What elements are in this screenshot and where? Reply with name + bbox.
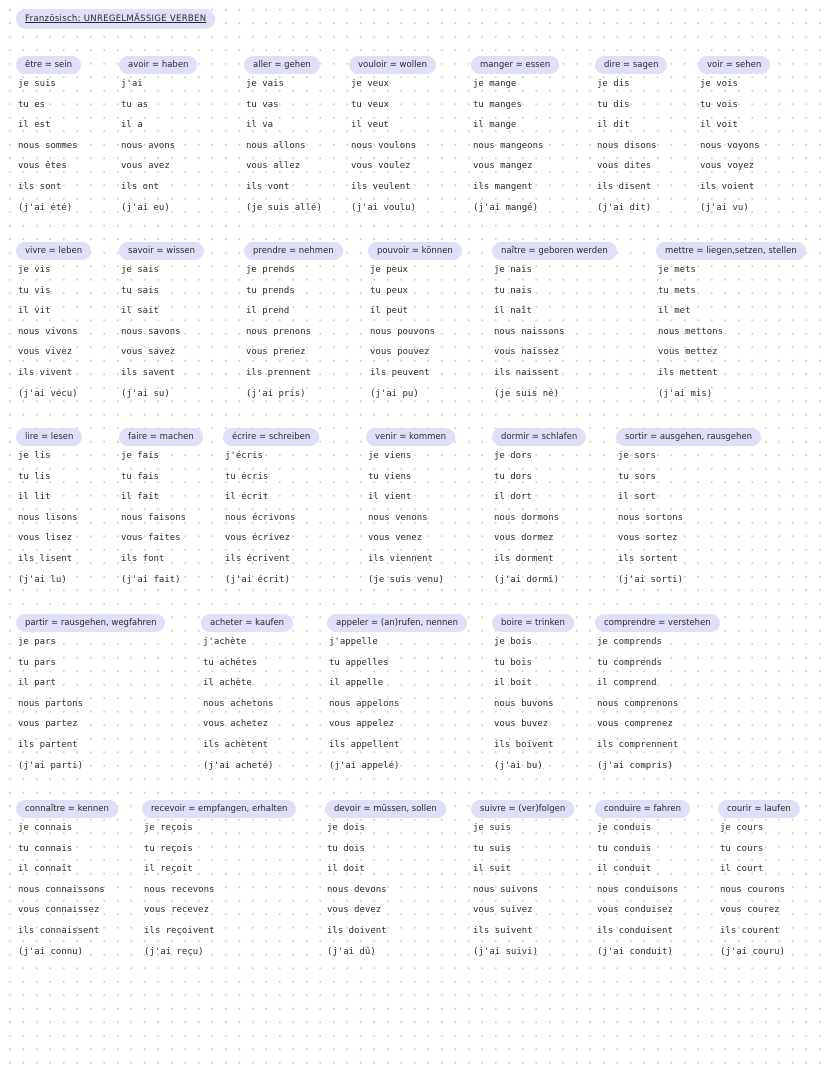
verb-block <box>246 238 343 404</box>
verb-header: manger = essen <box>471 56 559 74</box>
conjugation-form: vous buvez <box>494 719 549 730</box>
conjugation-form: ils ont <box>121 181 159 192</box>
conjugation-form: tu sors <box>618 471 656 482</box>
conjugation-form: nous lisons <box>18 512 78 523</box>
verb-block <box>18 424 82 590</box>
conjugation-form: nous devons <box>327 884 387 895</box>
verb-header: vouloir = wollen <box>349 56 436 74</box>
verb-block <box>18 796 118 962</box>
verb-header: venir = kommen <box>366 428 455 446</box>
conjugation-form: ils sortent <box>618 553 678 564</box>
verb-header: vivre = leben <box>16 242 91 260</box>
conjugation-form: il met <box>658 306 691 317</box>
conjugation-form: ils veulent <box>351 181 411 192</box>
verb-block <box>494 610 574 776</box>
conjugation-form: nous vivons <box>18 326 78 337</box>
conjugation-form: ils vivent <box>18 367 73 378</box>
conjugation-form: vous devez <box>327 905 382 916</box>
past-participle: (je suis né) <box>494 388 560 399</box>
verb-block <box>121 424 203 590</box>
past-participle: (j'ai voulu) <box>351 202 417 213</box>
conjugation-form: nous pouvons <box>370 326 436 337</box>
past-participle: (j'ai été) <box>18 202 73 213</box>
conjugation-form: tu cours <box>720 843 764 854</box>
conjugation-form: tu dis <box>597 99 630 110</box>
conjugation-form: vous pouvez <box>370 347 430 358</box>
verb-block <box>121 238 204 404</box>
conjugation-form: ils lisent <box>18 553 73 564</box>
conjugation-form: nous disons <box>597 140 657 151</box>
conjugation-form: nous sortons <box>618 512 684 523</box>
past-participle: (j'ai bu) <box>494 760 543 771</box>
conjugation-form: tu conduis <box>597 843 652 854</box>
verb-block <box>203 610 293 776</box>
conjugation-form: vous prenez <box>246 347 306 358</box>
verb-block <box>700 52 770 218</box>
past-participle: (j'ai vécu) <box>18 388 78 399</box>
past-participle: (j'ai dû) <box>327 946 376 957</box>
conjugation-form: ils connaissent <box>18 925 100 936</box>
conjugation-form: nous connaissons <box>18 884 105 895</box>
conjugation-form: tu achètes <box>203 657 258 668</box>
conjugation-form: nous mettons <box>658 326 724 337</box>
conjugation-form: il va <box>246 120 274 131</box>
conjugation-form: ils écrivent <box>225 553 291 564</box>
conjugation-form: il sort <box>618 492 656 503</box>
conjugation-form: ils naissent <box>494 367 560 378</box>
conjugation-form: nous faisons <box>121 512 187 523</box>
conjugation-form: il conduit <box>597 864 652 875</box>
verb-block <box>329 610 467 776</box>
conjugation-form: nous partons <box>18 698 84 709</box>
conjugation-form: tu suis <box>473 843 511 854</box>
conjugation-form: tu reçois <box>144 843 193 854</box>
conjugation-form: vous recevez <box>144 905 210 916</box>
conjugation-form: ils boivent <box>494 739 554 750</box>
conjugation-form: ils vont <box>246 181 290 192</box>
conjugation-form: il dit <box>597 120 630 131</box>
conjugation-form: il vient <box>368 492 412 503</box>
verb-header: prendre = nehmen <box>244 242 343 260</box>
conjugation-form: je dors <box>494 451 532 461</box>
conjugation-form: nous allons <box>246 140 306 151</box>
conjugation-form: ils mangent <box>473 181 533 192</box>
verb-header: partir = rausgehen, wegfahren <box>16 614 165 632</box>
conjugation-form: nous venons <box>368 512 428 523</box>
conjugation-form: il suit <box>473 864 511 875</box>
conjugation-form: tu comprends <box>597 657 663 668</box>
conjugation-form: ils doivent <box>327 925 387 936</box>
conjugation-form: tu dois <box>327 843 365 854</box>
conjugation-form: nous recevons <box>144 884 215 895</box>
verb-block <box>720 796 800 962</box>
conjugation-form: ils font <box>121 553 165 564</box>
conjugation-form: il vit <box>18 306 51 317</box>
conjugation-form: nous avons <box>121 140 176 151</box>
conjugation-form: ils comprennent <box>597 739 679 750</box>
conjugation-form: vous avez <box>121 161 170 172</box>
verb-block <box>597 796 690 962</box>
conjugation-form: je pars <box>18 637 56 647</box>
conjugation-form: il boit <box>494 678 532 689</box>
verb-block <box>494 238 617 404</box>
conjugation-form: je conduis <box>597 823 652 833</box>
past-participle: (j'ai lu) <box>18 574 67 585</box>
verb-block <box>144 796 296 962</box>
conjugation-form: je sors <box>618 451 656 461</box>
conjugation-form: nous appelons <box>329 698 400 709</box>
verb-header: dormir = schlafen <box>492 428 586 446</box>
conjugation-form: vous vivez <box>18 347 73 358</box>
conjugation-form: nous mangeons <box>473 140 544 151</box>
conjugation-form: vous allez <box>246 161 301 172</box>
conjugation-form: je cours <box>720 823 764 833</box>
conjugation-form: je mets <box>658 265 696 275</box>
conjugation-form: tu viens <box>368 471 412 482</box>
conjugation-form: il part <box>18 678 56 689</box>
verb-header: pouvoir = können <box>368 242 462 260</box>
conjugation-form: ils partent <box>18 739 78 750</box>
verb-block <box>473 52 559 218</box>
verb-block <box>327 796 446 962</box>
conjugation-form: je vis <box>18 265 51 275</box>
conjugation-form: vous savez <box>121 347 176 358</box>
conjugation-form: nous voyons <box>700 140 760 151</box>
conjugation-form: je vais <box>246 79 284 89</box>
conjugation-form: tu pars <box>18 657 56 668</box>
past-participle: (j'ai compris) <box>597 760 673 771</box>
conjugation-form: tu es <box>18 99 46 110</box>
conjugation-form: il doit <box>327 864 365 875</box>
conjugation-form: tu lis <box>18 471 51 482</box>
verb-block <box>597 610 720 776</box>
past-participle: (je suis allé) <box>246 202 322 213</box>
verb-block <box>246 52 322 218</box>
past-participle: (j'ai pris) <box>246 388 306 399</box>
past-participle: (j'ai acheté) <box>203 760 274 771</box>
past-participle: (je suis venu) <box>368 574 444 585</box>
conjugation-form: vous courez <box>720 905 780 916</box>
conjugation-form: nous sommes <box>18 140 78 151</box>
conjugation-form: tu vis <box>18 285 51 296</box>
conjugation-form: vous mangez <box>473 161 533 172</box>
conjugation-form: je lis <box>18 451 51 461</box>
conjugation-form: vous mettez <box>658 347 718 358</box>
conjugation-form: ils achètent <box>203 739 269 750</box>
conjugation-form: nous comprenons <box>597 698 679 709</box>
conjugation-form: vous appelez <box>329 719 395 730</box>
conjugation-form: vous voyez <box>700 161 755 172</box>
conjugation-form: vous faites <box>121 533 181 544</box>
conjugation-form: ils courent <box>720 925 780 936</box>
conjugation-form: je dis <box>597 79 630 89</box>
conjugation-form: je prends <box>246 265 295 275</box>
conjugation-form: ils peuvent <box>370 367 430 378</box>
verb-block <box>658 238 806 404</box>
verb-header: acheter = kaufen <box>201 614 293 632</box>
conjugation-form: nous prenons <box>246 326 312 337</box>
conjugation-form: nous voulons <box>351 140 417 151</box>
conjugation-form: il a <box>121 120 143 131</box>
conjugation-form: vous connaissez <box>18 905 100 916</box>
conjugation-form: vous naissez <box>494 347 560 358</box>
verb-block <box>351 52 436 218</box>
conjugation-form: nous dormons <box>494 512 560 523</box>
past-participle: (j'ai mis) <box>658 388 713 399</box>
conjugation-form: j'ai <box>121 79 143 89</box>
conjugation-form: je nais <box>494 265 532 275</box>
conjugation-form: vous suivez <box>473 905 533 916</box>
verb-header: être = sein <box>16 56 81 74</box>
verb-header: boire = trinken <box>492 614 574 632</box>
past-participle: (j'ai vu) <box>700 202 749 213</box>
conjugation-form: ils voient <box>700 181 755 192</box>
conjugation-form: tu mets <box>658 285 696 296</box>
verb-block <box>473 796 574 962</box>
verb-block <box>18 238 91 404</box>
conjugation-form: il veut <box>351 120 389 131</box>
conjugation-form: vous êtes <box>18 161 67 172</box>
conjugation-form: tu sais <box>121 285 159 296</box>
past-participle: (j'ai couru) <box>720 946 786 957</box>
conjugation-form: vous lisez <box>18 533 73 544</box>
verb-header: lire = lesen <box>16 428 82 446</box>
conjugation-form: tu écris <box>225 471 269 482</box>
past-participle: (j'ai appelé) <box>329 760 400 771</box>
conjugation-form: tu nais <box>494 285 532 296</box>
conjugation-form: tu prends <box>246 285 295 296</box>
verb-block <box>18 52 81 218</box>
conjugation-form: vous venez <box>368 533 423 544</box>
past-participle: (j'ai mangé) <box>473 202 539 213</box>
verb-header: recevoir = empfangen, erhalten <box>142 800 296 818</box>
conjugation-form: tu bois <box>494 657 532 668</box>
conjugation-form: je reçois <box>144 823 193 833</box>
conjugation-form: tu as <box>121 99 149 110</box>
conjugation-form: ils conduisent <box>597 925 673 936</box>
past-participle: (j'ai parti) <box>18 760 84 771</box>
conjugation-form: ils prennent <box>246 367 312 378</box>
conjugation-form: tu vois <box>700 99 738 110</box>
conjugation-form: vous comprenez <box>597 719 673 730</box>
conjugation-form: ils savent <box>121 367 176 378</box>
verb-header: dire = sagen <box>595 56 667 74</box>
verb-header: mettre = liegen,setzen, stellen <box>656 242 806 260</box>
conjugation-form: nous suivons <box>473 884 539 895</box>
verb-header: suivre = (ver)folgen <box>471 800 574 818</box>
verb-block <box>18 610 165 776</box>
conjugation-form: ils viennent <box>368 553 434 564</box>
conjugation-form: ils disent <box>597 181 652 192</box>
conjugation-form: ils mettent <box>658 367 718 378</box>
verb-header: avoir = haben <box>119 56 197 74</box>
conjugation-form: il sait <box>121 306 159 317</box>
past-participle: (j'ai dit) <box>597 202 652 213</box>
conjugation-form: vous sortez <box>618 533 678 544</box>
verb-header: aller = gehen <box>244 56 320 74</box>
verb-header: comprendre = verstehen <box>595 614 720 632</box>
conjugation-form: il prend <box>246 306 290 317</box>
past-participle: (j'ai eu) <box>121 202 170 213</box>
conjugation-form: je suis <box>18 79 56 89</box>
verb-header: conduire = fahren <box>595 800 690 818</box>
conjugation-form: il connaît <box>18 864 73 875</box>
verb-header: sortir = ausgehen, rausgehen <box>616 428 761 446</box>
conjugation-form: vous dormez <box>494 533 554 544</box>
conjugation-form: tu manges <box>473 99 522 110</box>
verb-header: écrire = schreiben <box>223 428 319 446</box>
past-participle: (j'ai écrit) <box>225 574 291 585</box>
conjugation-form: je sais <box>121 265 159 275</box>
conjugation-form: j'écris <box>225 451 263 461</box>
past-participle: (j'ai su) <box>121 388 170 399</box>
verb-block <box>225 424 319 590</box>
past-participle: (j'ai reçu) <box>144 946 204 957</box>
conjugation-form: vous partez <box>18 719 78 730</box>
conjugation-form: il court <box>720 864 764 875</box>
conjugation-form: vous voulez <box>351 161 411 172</box>
conjugation-form: vous achetez <box>203 719 269 730</box>
conjugation-form: nous écrivons <box>225 512 296 523</box>
conjugation-form: vous dites <box>597 161 652 172</box>
conjugation-form: tu vas <box>246 99 279 110</box>
conjugation-form: il est <box>18 120 51 131</box>
past-participle: (j'ai connu) <box>18 946 84 957</box>
conjugation-form: j'appelle <box>329 637 378 647</box>
conjugation-form: il achète <box>203 678 252 689</box>
conjugation-form: il écrit <box>225 492 269 503</box>
conjugation-form: il naît <box>494 306 532 317</box>
conjugation-form: je viens <box>368 451 412 461</box>
past-participle: (j'ai conduit) <box>597 946 673 957</box>
conjugation-form: je suis <box>473 823 511 833</box>
conjugation-form: je dois <box>327 823 365 833</box>
conjugation-form: tu fais <box>121 471 159 482</box>
verb-header: connaître = kennen <box>16 800 118 818</box>
conjugation-form: il appelle <box>329 678 384 689</box>
conjugation-form: nous courons <box>720 884 786 895</box>
verb-header: appeler = (an)rufen, nennen <box>327 614 467 632</box>
verb-header: faire = machen <box>119 428 203 446</box>
conjugation-form: je mange <box>473 79 517 89</box>
conjugation-form: je vois <box>700 79 738 89</box>
past-participle: (j'ai fait) <box>121 574 181 585</box>
conjugation-form: nous naissons <box>494 326 565 337</box>
verb-header: devoir = müssen, sollen <box>325 800 446 818</box>
verb-header: courir = laufen <box>718 800 800 818</box>
conjugation-form: je veux <box>351 79 389 89</box>
conjugation-form: il comprend <box>597 678 657 689</box>
conjugation-form: nous conduisons <box>597 884 679 895</box>
conjugation-form: je bois <box>494 637 532 647</box>
past-participle: (j'ai suivi) <box>473 946 539 957</box>
conjugation-form: vous conduisez <box>597 905 673 916</box>
conjugation-form: ils appellent <box>329 739 400 750</box>
conjugation-form: il reçoit <box>144 864 193 875</box>
verb-header: voir = sehen <box>698 56 770 74</box>
conjugation-form: je peux <box>370 265 408 275</box>
conjugation-form: il voit <box>700 120 738 131</box>
conjugation-form: ils sont <box>18 181 62 192</box>
conjugation-form: tu dors <box>494 471 532 482</box>
conjugation-form: nous buvons <box>494 698 554 709</box>
conjugation-form: je connais <box>18 823 73 833</box>
past-participle: (j'ai sorti) <box>618 574 684 585</box>
verb-block <box>618 424 761 590</box>
verb-header: naître = geboren werden <box>492 242 617 260</box>
conjugation-form: vous écrivez <box>225 533 291 544</box>
conjugation-form: il lit <box>18 492 51 503</box>
conjugation-form: il fait <box>121 492 159 503</box>
conjugation-form: tu peux <box>370 285 408 296</box>
verb-block <box>121 52 197 218</box>
conjugation-form: nous savons <box>121 326 181 337</box>
verb-block <box>494 424 586 590</box>
conjugation-form: ils dorment <box>494 553 554 564</box>
conjugation-form: tu connais <box>18 843 73 854</box>
page-title: Französisch: UNREGELMÄSSIGE VERBEN <box>16 9 215 29</box>
conjugation-form: il mange <box>473 120 517 131</box>
conjugation-form: il peut <box>370 306 408 317</box>
past-participle: (j'ai dormi) <box>494 574 560 585</box>
conjugation-form: ils reçoivent <box>144 925 215 936</box>
conjugation-form: tu veux <box>351 99 389 110</box>
conjugation-form: il dort <box>494 492 532 503</box>
verb-block <box>370 238 462 404</box>
verb-header: savoir = wissen <box>119 242 204 260</box>
conjugation-form: je comprends <box>597 637 663 647</box>
past-participle: (j'ai pu) <box>370 388 419 399</box>
conjugation-form: ils suivent <box>473 925 533 936</box>
conjugation-form: tu appelles <box>329 657 389 668</box>
verb-block <box>597 52 667 218</box>
conjugation-form: je fais <box>121 451 159 461</box>
conjugation-form: j'achète <box>203 637 247 647</box>
verb-block <box>368 424 455 590</box>
conjugation-form: nous achetons <box>203 698 274 709</box>
